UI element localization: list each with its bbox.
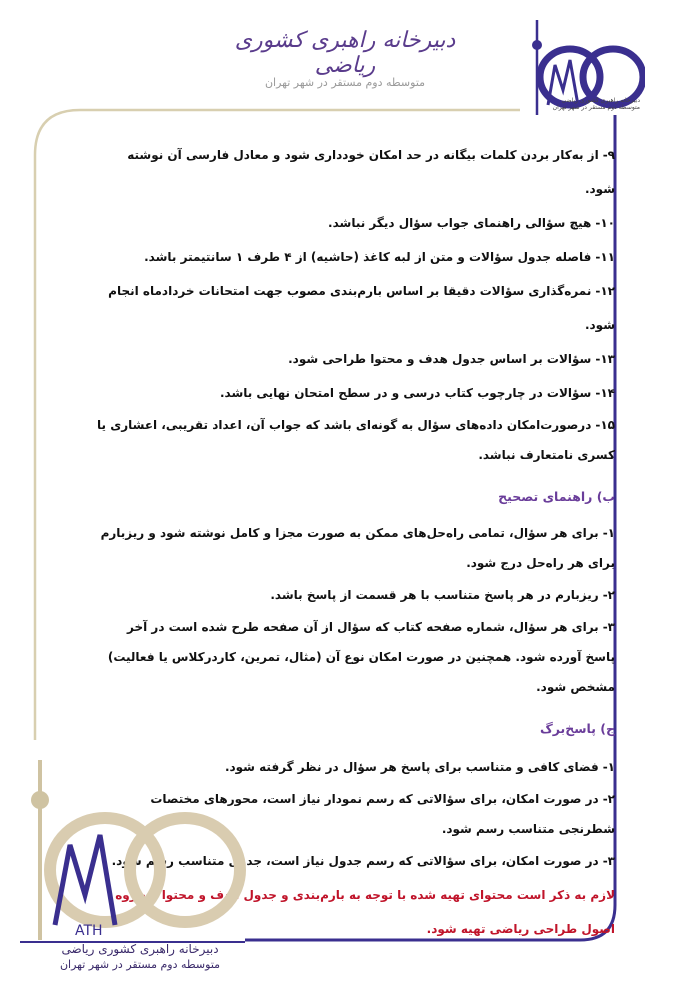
list-item: ۱-برای هر سؤال، تمامی راه‌حل‌های ممکن به صورت مجزا و کامل نوشته شود و ریزبارم برای هر راه‌حل درج شود. [100, 526, 615, 570]
section-title-answer-sheet: ج) پاسخ‌برگ [539, 721, 615, 736]
list-item: ۲-ریزبارم در هر پاسخ متناسب با هر قسمت از پاسخ باشد. [270, 588, 615, 602]
header-title: دبیرخانه راهبری کشوری ریاضی [234, 28, 456, 78]
list-item: ۹-از به‌کار بردن کلمات بیگانه در حد امکان خودداری شود و معادل فارسی آن نوشته شود. [127, 148, 615, 196]
red-note: لازم به ذکر است محتوای تهیه شده با توجه به بارم‌بندی و جدول هدف و محتوا و جزوه اصول طراحی ریاضی تهیه شود. [115, 888, 615, 936]
list-item: ۱۴-سؤالات در چارچوب کتاب درسی و در سطح امتحان نهایی باشد. [219, 386, 615, 400]
list-item: ۱۰-هیچ سؤالی راهنمای جواب سؤال دیگر نباشد. [328, 216, 615, 230]
list-item: ۱-فضای کافی و متناسب برای پاسخ هر سؤال در نظر گرفته شود. [224, 760, 615, 774]
svg-text:ATH: ATH [75, 923, 103, 939]
list-item: ۱۲-نمره‌گذاری سؤالات دقیقا بر اساس بارم‌بندی مصوب جهت امتحانات خردادماه انجام شود. [108, 284, 615, 332]
section-title-correction: ب) راهنمای تصحیح [498, 489, 615, 504]
list-item: ۳-در صورت امکان، برای سؤالاتی که رسم جدول نیاز است، جدول متناسب رسم شود. [111, 854, 615, 868]
header-subtitle: متوسطه دوم مستقر در شهر تهران [264, 76, 426, 89]
list-item: ۲-در صورت امکان، برای سؤالاتی که رسم نمودار نیاز است، محورهای مختصات شطرنجی متناسب رسم شود. [150, 792, 615, 836]
footer-title: دبیرخانه راهبری کشوری ریاضی [61, 942, 219, 956]
list-item: ۱۱-فاصله جدول سؤالات و متن از لبه کاغذ (حاشیه) از ۴ طرف ۱ سانتیمتر باشد. [144, 250, 615, 264]
list-item: ۱۵-درصورت‌امکان داده‌های سؤال به گونه‌ای باشد که جواب آن، اعداد تقریبی، اعشاری یا کسری نامتعارف نباشد. [97, 418, 615, 462]
list-item: ۳-برای هر سؤال، شماره صفحه کتاب که سؤال از آن صفحه طرح شده است در آخر پاسخ آورده شود. همچنین در صورت امکان نوع آن (مثال، تمرین، کاردرکلاس یا فعالیت) مشخص شود. [107, 620, 615, 694]
footer-subtitle: متوسطه دوم مستقر در شهر تهران [59, 958, 221, 971]
logo-caption: دبیرخانه راهبری کشوری ریاضی متوسطه دوم مستقر در شهر تهران [552, 97, 640, 111]
list-item: ۱۳-سؤالات بر اساس جدول هدف و محتوا طراحی شود. [288, 352, 615, 366]
